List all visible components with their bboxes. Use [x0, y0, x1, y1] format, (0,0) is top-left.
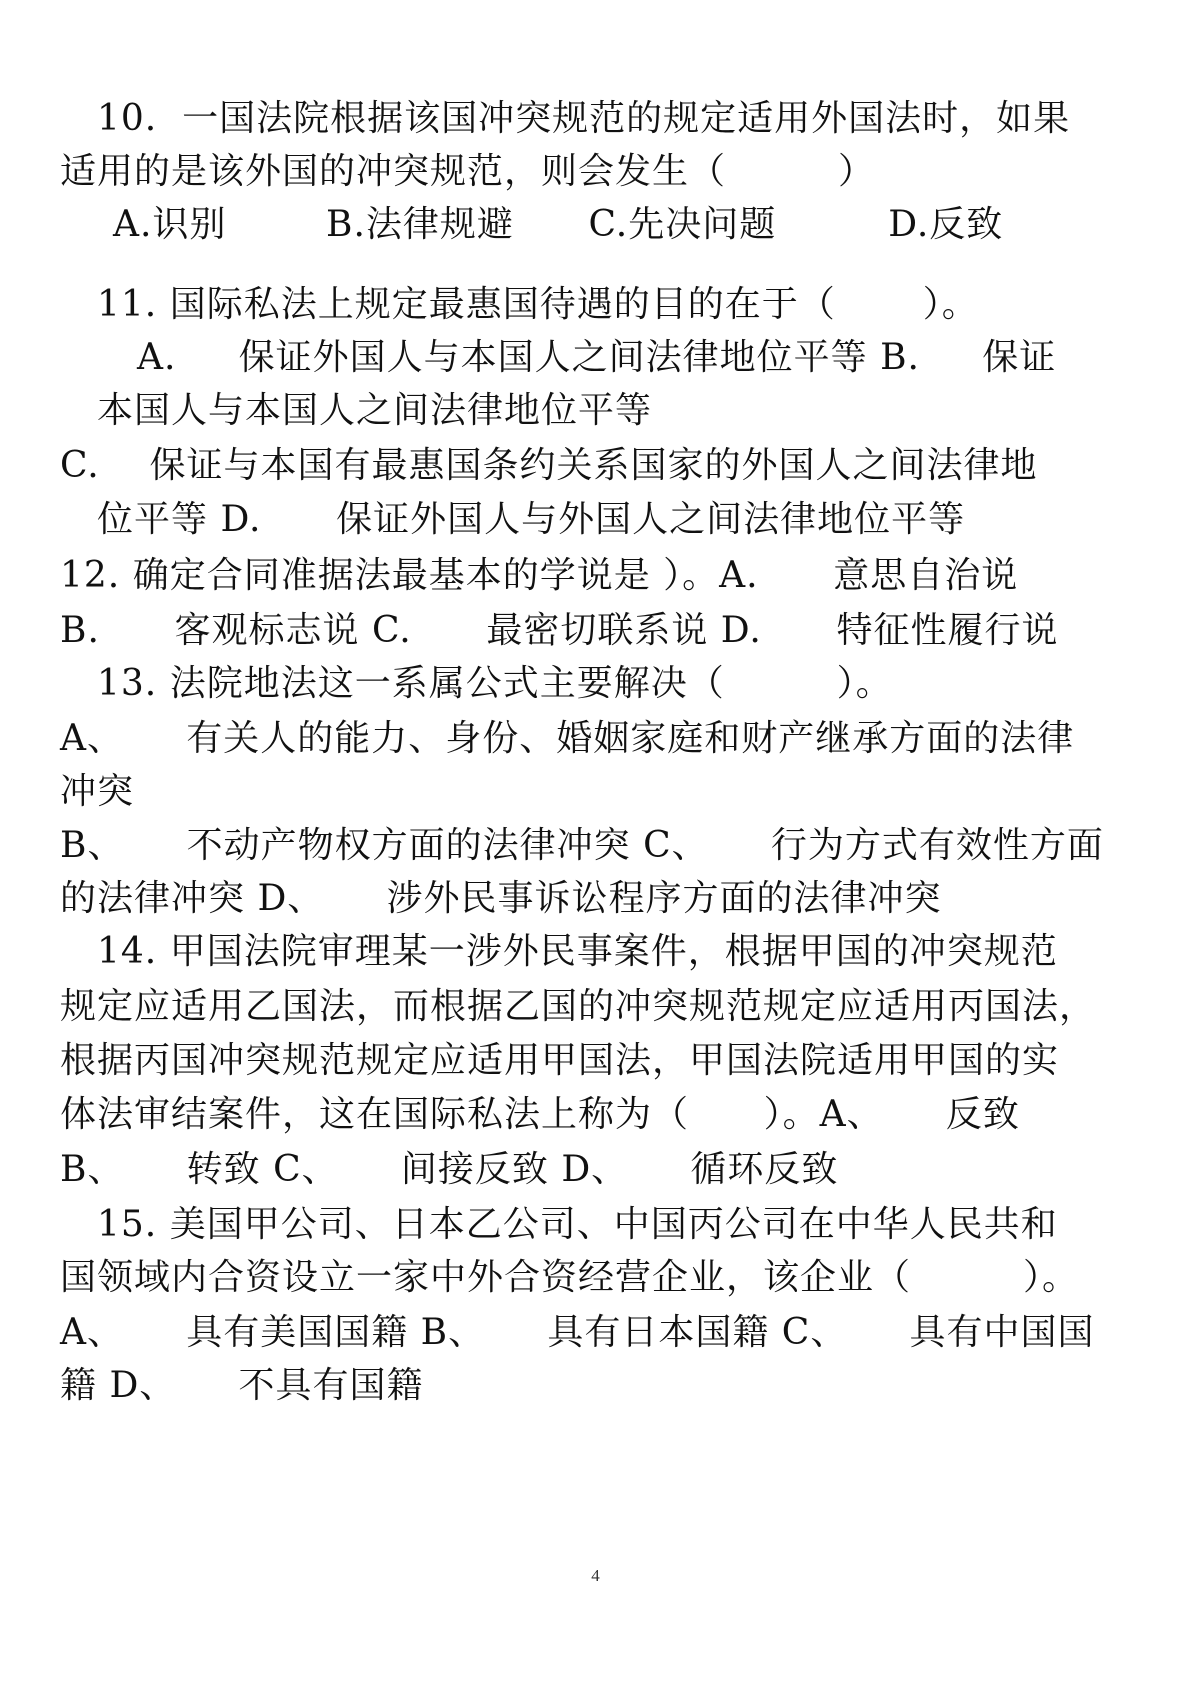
text-line: 14. 甲国法院审理某一涉外民事案件，根据甲国的冲突规范: [97, 931, 1058, 972]
text-line: 根据丙国冲突规范规定应适用甲国法，甲国法院适用甲国的实: [60, 1040, 1060, 1081]
text-line: 11. 国际私法上规定最惠国待遇的目的在于（ ）。: [97, 284, 979, 325]
text-line: 10. 一国法院根据该国冲突规范的规定适用外国法时，如果: [97, 98, 1071, 139]
text-line: 位平等 D. 保证外国人与外国人之间法律地位平等: [97, 499, 966, 540]
text-line: 籍 D、 不具有国籍: [60, 1365, 424, 1406]
text-line: 体法审结案件，这在国际私法上称为（ ）。A、 反致: [60, 1094, 1020, 1135]
text-line: B. 客观标志说 C. 最密切联系说 D. 特征性履行说: [60, 610, 1059, 651]
text-line: 本国人与本国人之间法律地位平等: [97, 390, 653, 431]
text-line: A. 保证外国人与本国人之间法律地位平等 B. 保证: [137, 337, 1057, 378]
text-line: 15. 美国甲公司、日本乙公司、中国丙公司在中华人民共和: [97, 1204, 1058, 1245]
text-line: A、 有关人的能力、身份、婚姻家庭和财产继承方面的法律: [60, 718, 1075, 759]
text-line: A、 具有美国国籍 B、 具有日本国籍 C、 具有中国国: [60, 1312, 1095, 1353]
text-line: 冲突: [60, 771, 135, 812]
text-line: B、 不动产物权方面的法律冲突 C、 行为方式有效性方面: [60, 825, 1104, 866]
text-line: 的法律冲突 D、 涉外民事诉讼程序方面的法律冲突: [60, 878, 942, 919]
text-line: A.识别 B.法律规避 C.先决问题 D.反致: [113, 204, 1004, 245]
page-number: 4: [591, 1566, 600, 1585]
text-line: 适用的是该外国的冲突规范，则会发生（ ）: [60, 151, 875, 192]
text-line: 12. 确定合同准据法最基本的学说是 ）。A. 意思自治说: [60, 555, 1019, 596]
text-line: 国领域内合资设立一家中外合资经营企业，该企业（ ）。: [60, 1257, 1079, 1298]
text-line: C. 保证与本国有最惠国条约关系国家的外国人之间法律地: [60, 445, 1038, 486]
text-line: 规定应适用乙国法，而根据乙国的冲突规范规定应适用丙国法，: [60, 986, 1097, 1027]
text-line: 13. 法院地法这一系属公式主要解决（ ）。: [97, 663, 893, 704]
text-line: B、 转致 C、 间接反致 D、 循环反致: [60, 1149, 839, 1190]
